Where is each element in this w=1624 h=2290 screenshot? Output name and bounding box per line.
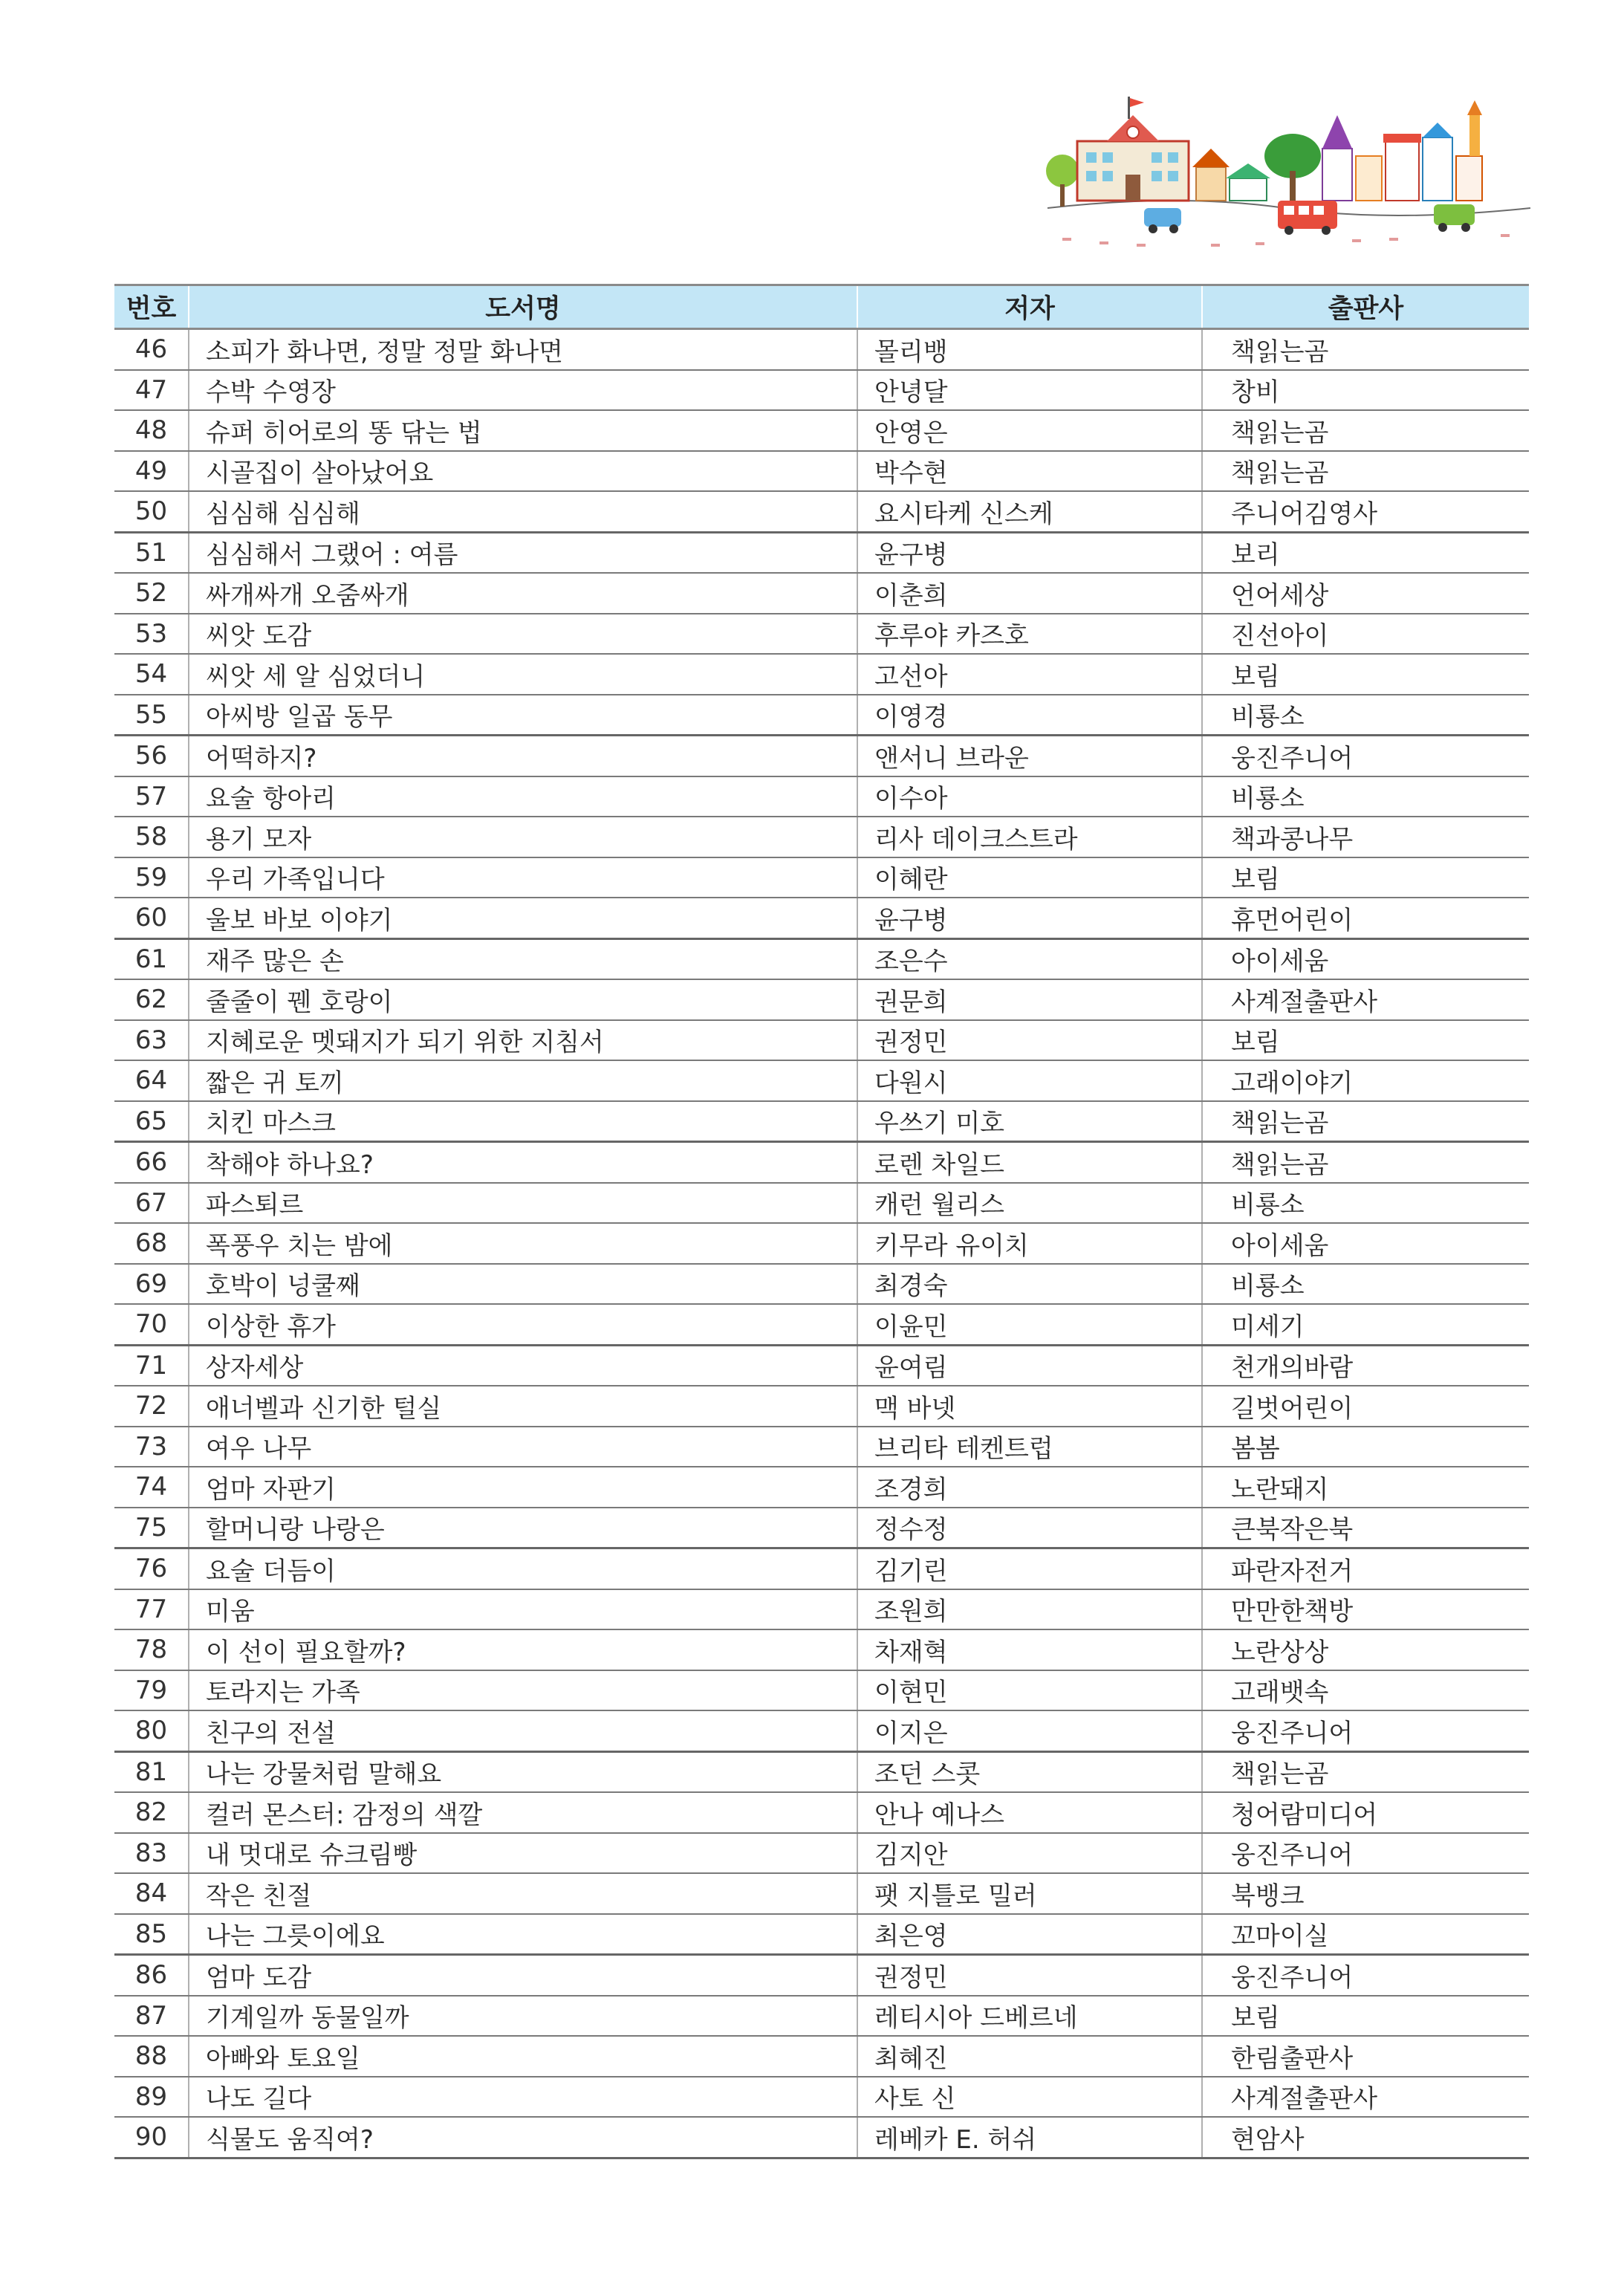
row-number: 66: [114, 1142, 189, 1183]
table-row: [114, 817, 1529, 857]
book-title: 지혜로운 멧돼지가 되기 위한 지침서: [189, 1020, 857, 1061]
book-publisher: 비룡소: [1202, 695, 1529, 736]
table-row: [114, 1142, 1529, 1183]
table-row: [114, 1751, 1529, 1792]
book-title: 식물도 움직여?: [189, 2117, 857, 2158]
book-title: 요술 더듬이: [189, 1548, 857, 1589]
book-title: 짧은 귀 토끼: [189, 1060, 857, 1101]
table-row: [114, 2077, 1529, 2118]
book-publisher: 웅진주니어: [1202, 1710, 1529, 1751]
table-header: [114, 285, 1529, 329]
book-author: 로렌 차일드: [857, 1142, 1202, 1183]
book-publisher: 미세기: [1202, 1304, 1529, 1345]
table-row: [114, 654, 1529, 695]
book-publisher: 노란돼지: [1202, 1467, 1529, 1508]
book-publisher: 책읽는곰: [1202, 451, 1529, 492]
book-publisher: 주니어김영사: [1202, 491, 1529, 532]
book-title: 씨앗 세 알 심었더니: [189, 654, 857, 695]
table-row: [114, 1020, 1529, 1061]
book-author: 최혜진: [857, 2036, 1202, 2077]
book-title: 엄마 도감: [189, 1955, 857, 1996]
book-publisher: 길벗어린이: [1202, 1386, 1529, 1427]
book-publisher: 북뱅크: [1202, 1873, 1529, 1914]
book-title: 수박 수영장: [189, 370, 857, 411]
header-publisher: 출판사: [1202, 285, 1529, 329]
book-author: 조은수: [857, 938, 1202, 979]
book-title: 아씨방 일곱 동무: [189, 695, 857, 736]
book-publisher: 책과콩나무: [1202, 817, 1529, 857]
row-number: 51: [114, 532, 189, 573]
book-author: 키무라 유이치: [857, 1223, 1202, 1264]
row-number: 79: [114, 1670, 189, 1711]
book-author: 안영은: [857, 410, 1202, 451]
book-author: 윤구병: [857, 532, 1202, 573]
book-author: 팻 지틀로 밀러: [857, 1873, 1202, 1914]
row-number: 75: [114, 1508, 189, 1548]
book-title: 줄줄이 꿴 호랑이: [189, 979, 857, 1020]
table-row: [114, 1914, 1529, 1955]
book-publisher: 고래이야기: [1202, 1060, 1529, 1101]
book-title: 나는 그릇이에요: [189, 1914, 857, 1955]
row-number: 89: [114, 2077, 189, 2118]
book-author: 김기린: [857, 1548, 1202, 1589]
book-author: 안나 예나스: [857, 1792, 1202, 1833]
book-publisher: 보림: [1202, 654, 1529, 695]
book-author: 후루야 카즈호: [857, 614, 1202, 655]
row-number: 57: [114, 776, 189, 817]
book-title: 컬러 몬스터: 감정의 색깔: [189, 1792, 857, 1833]
book-publisher: 아이세움: [1202, 938, 1529, 979]
book-author: 이춘희: [857, 573, 1202, 614]
row-number: 53: [114, 614, 189, 655]
table-row: [114, 1304, 1529, 1345]
book-title: 미움: [189, 1589, 857, 1630]
row-number: 90: [114, 2117, 189, 2158]
table-row: [114, 410, 1529, 451]
table-row: [114, 1183, 1529, 1224]
book-author: 다원시: [857, 1060, 1202, 1101]
table-row: [114, 1060, 1529, 1101]
book-author: 이혜란: [857, 857, 1202, 898]
table-row: [114, 451, 1529, 492]
table-row: [114, 1386, 1529, 1427]
book-publisher: 진선아이: [1202, 614, 1529, 655]
row-number: 87: [114, 1996, 189, 2037]
book-title: 여우 나무: [189, 1427, 857, 1467]
row-number: 60: [114, 898, 189, 938]
table-row: [114, 1264, 1529, 1305]
table-row: [114, 938, 1529, 979]
row-number: 47: [114, 370, 189, 411]
book-publisher: 비룡소: [1202, 1264, 1529, 1305]
table-row: [114, 614, 1529, 655]
book-title: 울보 바보 이야기: [189, 898, 857, 938]
book-publisher: 한림출판사: [1202, 2036, 1529, 2077]
row-number: 55: [114, 695, 189, 736]
book-author: 권문희: [857, 979, 1202, 1020]
book-author: 이윤민: [857, 1304, 1202, 1345]
row-number: 86: [114, 1955, 189, 1996]
row-number: 85: [114, 1914, 189, 1955]
book-author: 최은영: [857, 1914, 1202, 1955]
book-author: 박수현: [857, 451, 1202, 492]
book-author: 브리타 테켄트럽: [857, 1427, 1202, 1467]
book-author: 김지안: [857, 1833, 1202, 1874]
table-row: [114, 2117, 1529, 2158]
book-title: 착해야 하나요?: [189, 1142, 857, 1183]
book-author: 정수정: [857, 1508, 1202, 1548]
book-title: 작은 친절: [189, 1873, 857, 1914]
row-number: 76: [114, 1548, 189, 1589]
row-number: 58: [114, 817, 189, 857]
book-author: 윤구병: [857, 898, 1202, 938]
table-row: [114, 2036, 1529, 2077]
book-publisher: 보림: [1202, 1996, 1529, 2037]
book-publisher: 사계절출판사: [1202, 2077, 1529, 2118]
row-number: 69: [114, 1264, 189, 1305]
book-title: 나는 강물처럼 말해요: [189, 1751, 857, 1792]
book-author: 조원희: [857, 1589, 1202, 1630]
book-title: 우리 가족입니다: [189, 857, 857, 898]
book-author: 캐런 월리스: [857, 1183, 1202, 1224]
table-row: [114, 329, 1529, 370]
table-row: [114, 573, 1529, 614]
book-title: 상자세상: [189, 1345, 857, 1386]
table-row: [114, 898, 1529, 938]
row-number: 83: [114, 1833, 189, 1874]
book-title: 아빠와 토요일: [189, 2036, 857, 2077]
row-number: 49: [114, 451, 189, 492]
table-row: [114, 1345, 1529, 1386]
book-publisher: 보림: [1202, 1020, 1529, 1061]
book-title: 치킨 마스크: [189, 1101, 857, 1142]
book-publisher: 웅진주니어: [1202, 736, 1529, 776]
book-author: 몰리뱅: [857, 329, 1202, 370]
row-number: 72: [114, 1386, 189, 1427]
book-publisher: 고래뱃속: [1202, 1670, 1529, 1711]
book-author: 요시타케 신스케: [857, 491, 1202, 532]
book-title: 이 선이 필요할까?: [189, 1629, 857, 1670]
book-title: 토라지는 가족: [189, 1670, 857, 1711]
row-number: 48: [114, 410, 189, 451]
table-row: [114, 1710, 1529, 1751]
table-row: [114, 1589, 1529, 1630]
row-number: 84: [114, 1873, 189, 1914]
book-title: 재주 많은 손: [189, 938, 857, 979]
row-number: 88: [114, 2036, 189, 2077]
book-title: 요술 항아리: [189, 776, 857, 817]
book-title: 슈퍼 히어로의 똥 닦는 법: [189, 410, 857, 451]
book-author: 앤서니 브라운: [857, 736, 1202, 776]
row-number: 64: [114, 1060, 189, 1101]
book-author: 권정민: [857, 1020, 1202, 1061]
table-row: [114, 1996, 1529, 2037]
table-row: [114, 1792, 1529, 1833]
table-row: [114, 1833, 1529, 1874]
book-title: 소피가 화나면, 정말 정말 화나면: [189, 329, 857, 370]
row-number: 70: [114, 1304, 189, 1345]
table-row: [114, 1670, 1529, 1711]
book-title: 씨앗 도감: [189, 614, 857, 655]
row-number: 77: [114, 1589, 189, 1630]
header-author: 저자: [857, 285, 1202, 329]
table-row: [114, 736, 1529, 776]
book-list-table: [114, 284, 1529, 2159]
book-author: 최경숙: [857, 1264, 1202, 1305]
row-number: 61: [114, 938, 189, 979]
table-row: [114, 1873, 1529, 1914]
table-row: [114, 1629, 1529, 1670]
row-number: 78: [114, 1629, 189, 1670]
row-number: 54: [114, 654, 189, 695]
table-row: [114, 1427, 1529, 1467]
book-publisher: 언어세상: [1202, 573, 1529, 614]
book-publisher: 아이세움: [1202, 1223, 1529, 1264]
table-row: [114, 1101, 1529, 1142]
book-publisher: 책읽는곰: [1202, 410, 1529, 451]
book-author: 레티시아 드베르네: [857, 1996, 1202, 2037]
row-number: 46: [114, 329, 189, 370]
book-author: 사토 신: [857, 2077, 1202, 2118]
book-author: 이수아: [857, 776, 1202, 817]
row-number: 68: [114, 1223, 189, 1264]
book-author: 이지은: [857, 1710, 1202, 1751]
table-row: [114, 1467, 1529, 1508]
book-publisher: 휴먼어린이: [1202, 898, 1529, 938]
row-number: 67: [114, 1183, 189, 1224]
book-publisher: 웅진주니어: [1202, 1955, 1529, 1996]
book-author: 조경희: [857, 1467, 1202, 1508]
book-author: 우쓰기 미호: [857, 1101, 1202, 1142]
book-publisher: 책읽는곰: [1202, 329, 1529, 370]
row-number: 73: [114, 1427, 189, 1467]
book-title: 엄마 자판기: [189, 1467, 857, 1508]
book-publisher: 책읽는곰: [1202, 1751, 1529, 1792]
book-title: 이상한 휴가: [189, 1304, 857, 1345]
table-row: [114, 1548, 1529, 1589]
row-number: 82: [114, 1792, 189, 1833]
book-title: 심심해 심심해: [189, 491, 857, 532]
row-number: 63: [114, 1020, 189, 1061]
book-title: 할머니랑 나랑은: [189, 1508, 857, 1548]
book-publisher: 만만한책방: [1202, 1589, 1529, 1630]
table-row: [114, 979, 1529, 1020]
row-number: 81: [114, 1751, 189, 1792]
book-publisher: 청어람미디어: [1202, 1792, 1529, 1833]
row-number: 59: [114, 857, 189, 898]
table-row: [114, 370, 1529, 411]
book-author: 권정민: [857, 1955, 1202, 1996]
book-author: 윤여림: [857, 1345, 1202, 1386]
book-publisher: 사계절출판사: [1202, 979, 1529, 1020]
book-author: 조던 스콧: [857, 1751, 1202, 1792]
book-author: 이영경: [857, 695, 1202, 736]
book-publisher: 웅진주니어: [1202, 1833, 1529, 1874]
book-title: 파스퇴르: [189, 1183, 857, 1224]
book-author: 리사 데이크스트라: [857, 817, 1202, 857]
table-row: [114, 857, 1529, 898]
table-row: [114, 1955, 1529, 1996]
table-row: [114, 1508, 1529, 1548]
table-body: [114, 329, 1529, 2158]
table-row: [114, 776, 1529, 817]
header-num: 번호: [114, 285, 189, 329]
row-number: 52: [114, 573, 189, 614]
row-number: 50: [114, 491, 189, 532]
book-author: 이현민: [857, 1670, 1202, 1711]
book-title: 어떡하지?: [189, 736, 857, 776]
row-number: 56: [114, 736, 189, 776]
book-title: 애너벨과 신기한 털실: [189, 1386, 857, 1427]
book-title: 내 멋대로 슈크림빵: [189, 1833, 857, 1874]
book-title: 싸개싸개 오줌싸개: [189, 573, 857, 614]
book-author: 맥 바넷: [857, 1386, 1202, 1427]
book-title: 용기 모자: [189, 817, 857, 857]
town-illustration-icon: [1033, 97, 1538, 260]
book-publisher: 보리: [1202, 532, 1529, 573]
book-publisher: 봄봄: [1202, 1427, 1529, 1467]
book-publisher: 책읽는곰: [1202, 1101, 1529, 1142]
book-title: 기계일까 동물일까: [189, 1996, 857, 2037]
table-row: [114, 532, 1529, 573]
table-row: [114, 695, 1529, 736]
book-publisher: 노란상상: [1202, 1629, 1529, 1670]
book-author: 안녕달: [857, 370, 1202, 411]
book-title: 나도 길다: [189, 2077, 857, 2118]
table-row: [114, 1223, 1529, 1264]
book-title: 폭풍우 치는 밤에: [189, 1223, 857, 1264]
book-publisher: 책읽는곰: [1202, 1142, 1529, 1183]
book-publisher: 꼬마이실: [1202, 1914, 1529, 1955]
table-row: [114, 491, 1529, 532]
book-publisher: 비룡소: [1202, 776, 1529, 817]
book-author: 레베카 E. 허쉬: [857, 2117, 1202, 2158]
book-title: 호박이 넝쿨째: [189, 1264, 857, 1305]
book-publisher: 큰북작은북: [1202, 1508, 1529, 1548]
book-title: 심심해서 그랬어 : 여름: [189, 532, 857, 573]
row-number: 80: [114, 1710, 189, 1751]
book-title: 친구의 전설: [189, 1710, 857, 1751]
book-publisher: 창비: [1202, 370, 1529, 411]
book-publisher: 현암사: [1202, 2117, 1529, 2158]
header-title: 도서명: [189, 285, 857, 329]
row-number: 65: [114, 1101, 189, 1142]
row-number: 74: [114, 1467, 189, 1508]
book-publisher: 파란자전거: [1202, 1548, 1529, 1589]
book-publisher: 비룡소: [1202, 1183, 1529, 1224]
row-number: 62: [114, 979, 189, 1020]
book-publisher: 천개의바람: [1202, 1345, 1529, 1386]
book-author: 고선아: [857, 654, 1202, 695]
book-title: 시골집이 살아났어요: [189, 451, 857, 492]
book-author: 차재혁: [857, 1629, 1202, 1670]
row-number: 71: [114, 1345, 189, 1386]
book-publisher: 보림: [1202, 857, 1529, 898]
